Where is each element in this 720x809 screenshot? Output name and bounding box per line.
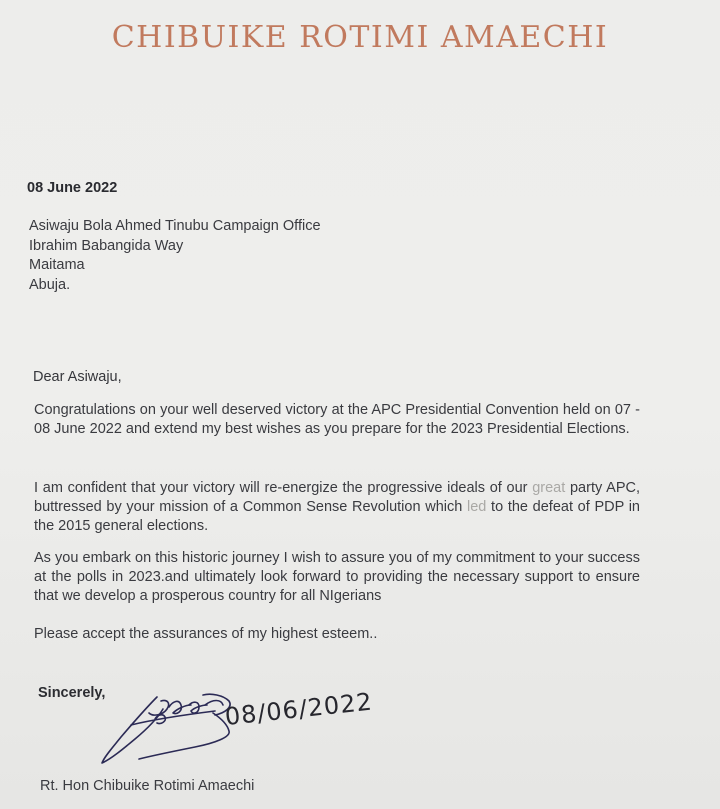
signatory-name: Rt. Hon Chibuike Rotimi Amaechi xyxy=(40,778,255,794)
paragraph-text: I am confident that your victory will re-energize the progressive ideals of our xyxy=(34,480,533,496)
salutation: Dear Asiwaju, xyxy=(33,369,122,385)
paragraph-text: to the defeat of PDP in the 2015 general elections. xyxy=(34,499,640,534)
closing: Sincerely, xyxy=(38,685,106,701)
paragraph-text: party APC, buttressed by your mission of a Common Sense Revolution which xyxy=(34,480,640,515)
signature-date: 08/06/2022 xyxy=(223,687,374,731)
faded-word: led xyxy=(466,499,487,515)
address-line: Asiwaju Bola Ahmed Tinubu Campaign Office xyxy=(29,218,321,234)
letter-date: 08 June 2022 xyxy=(27,180,118,196)
paragraph-commitment: As you embark on this historic journey I wish to assure you of my commitment to your success at the polls in 2023.and ultimately look forward to providing the necessary support to ensure that we develop a prosperous country for all NIgerians xyxy=(34,550,640,604)
letterhead-name: CHIBUIKE ROTIMI AMAECHI xyxy=(111,20,609,55)
address-line: Abuja. xyxy=(29,276,71,293)
paragraph-esteem: Please accept the assurances of my highest esteem.. xyxy=(34,626,378,642)
recipient-address xyxy=(29,217,321,295)
faded-word: great xyxy=(532,480,566,496)
address-line: Ibrahim Babangida Way xyxy=(29,237,184,254)
paragraph-congratulations: Congratulations on your well deserved victory at the APC Presidential Convention held on 07 - 08 June 2022 and extend my best wishes as you prepare for the 2023 Presidential Elections. xyxy=(34,402,640,437)
paragraph-confidence xyxy=(34,479,640,536)
address-line: Maitama xyxy=(29,257,85,273)
